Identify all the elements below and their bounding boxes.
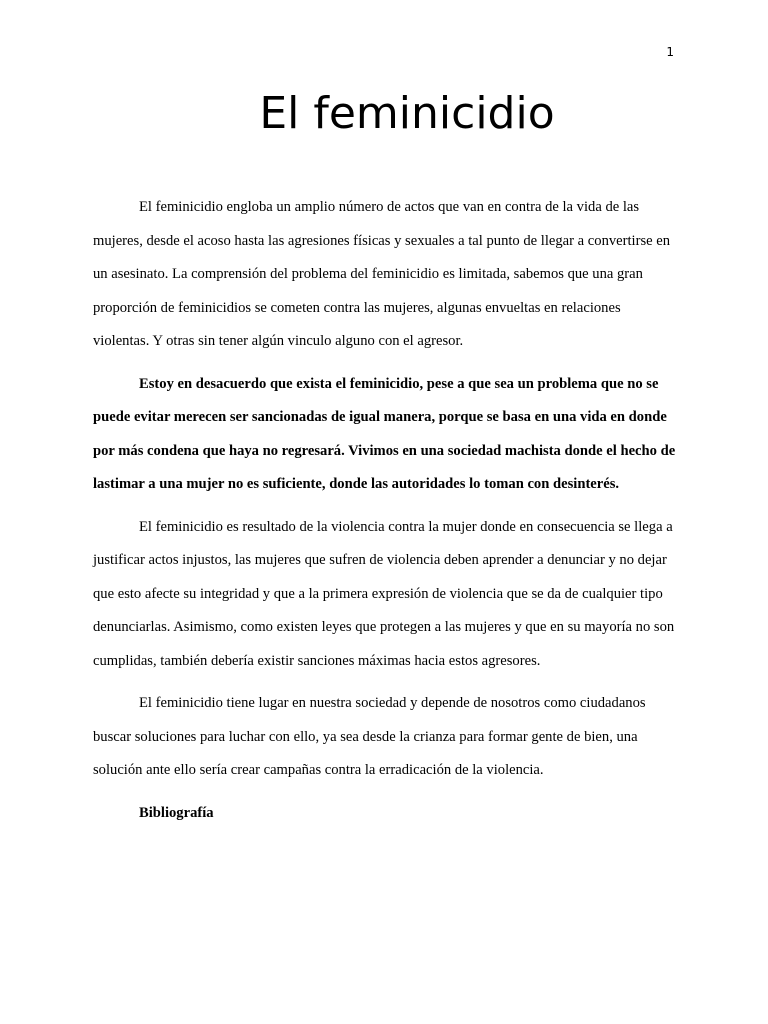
paragraph-2: Estoy en desacuerdo que exista el feminicidio, pese a que sea un problema que no se puede evitar merecen ser sancionadas de igual manera, porque se basa en una vida en donde por más condena que haya no regresará. Vivimos en una sociedad machista donde el hecho de lastimar a una mujer no es suficiente, donde las autoridades lo toman con desinterés. <box>93 375 676 492</box>
document-body <box>93 191 677 830</box>
document-title: El feminicidio <box>259 88 555 139</box>
page-number: 1 <box>666 45 674 59</box>
bibliography-heading: Bibliografía <box>139 804 214 821</box>
paragraph-3: El feminicidio es resultado de la violencia contra la mujer donde en consecuencia se llega a justificar actos injustos, las mujeres que sufren de violencia deben aprender a denunciar y no dejar que esto afecte su integridad y que a la primera expresión de violencia que se da de cualquier tipo denunciarlas. Asimismo, como existen leyes que protegen a las mujeres y que en su mayoría no son cumplidas, también debería existir sanciones máximas hacia estos agresores. <box>93 518 675 669</box>
paragraph-4: El feminicidio tiene lugar en nuestra sociedad y depende de nosotros como ciudadanos buscar soluciones para luchar con ello, ya sea desde la crianza para formar gente de bien, una solución ante ello sería crear campañas contra la erradicación de la violencia. <box>93 695 646 778</box>
paragraph-1: El feminicidio engloba un amplio número de actos que van en contra de la vida de las mujeres, desde el acoso hasta las agresiones físicas y sexuales a tal punto de llegar a convertirse en un asesinato. La comprensión del problema del feminicidio es limitada, sabemos que una gran proporción de feminicidios se cometen contra las mujeres, algunas envueltas en relaciones violentas. Y otras sin tener algún vinculo alguno con el agresor. <box>93 199 671 349</box>
